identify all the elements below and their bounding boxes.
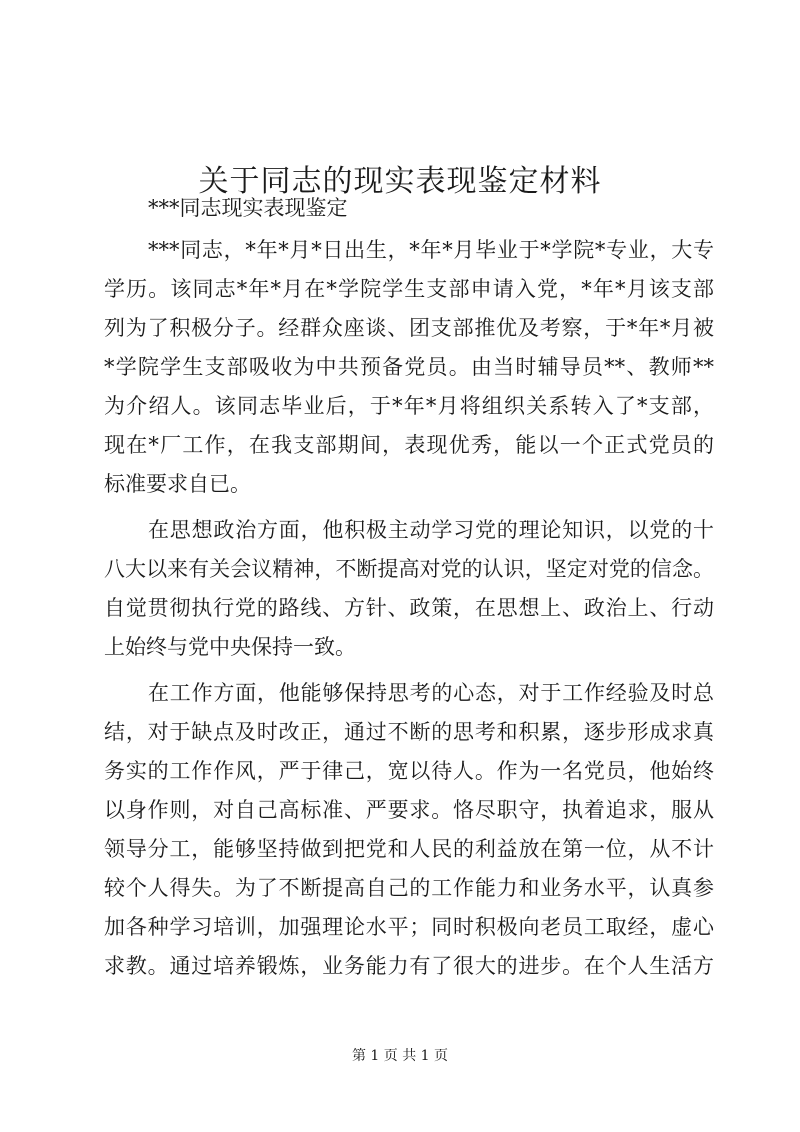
paragraph-line: 较个人得失。为了不断提高自己的工作能力和业务水平，认真参 bbox=[104, 876, 714, 900]
paragraph-line: 上始终与党中央保持一致。 bbox=[104, 635, 356, 659]
paragraph-line: 结，对于缺点及时改正，通过不断的思考和积累，逐步形成求真 bbox=[104, 720, 714, 744]
document-subtitle: ***同志现实表现鉴定 bbox=[148, 196, 348, 220]
paragraph-line: 现在*厂工作，在我支部期间，表现优秀，能以一个正式党员的 bbox=[104, 433, 714, 457]
paragraph-line: 以身作则，对自己高标准、严要求。恪尽职守，执着追求，服从 bbox=[104, 798, 714, 822]
paragraph-line: 务实的工作作风，严于律己，宽以待人。作为一名党员，他始终 bbox=[104, 759, 714, 783]
paragraph-line: 为介绍人。该同志毕业后，于*年*月将组织关系转入了*支部， bbox=[104, 394, 714, 418]
paragraph-line: 列为了积极分子。经群众座谈、团支部推优及考察，于*年*月被 bbox=[104, 316, 714, 340]
paragraph-line: 自觉贯彻执行党的路线、方针、政策，在思想上、政治上、行动 bbox=[104, 596, 714, 620]
paragraph-line: 标准要求自已。 bbox=[104, 472, 251, 496]
paragraph-line: *学院学生支部吸收为中共预备党员。由当时辅导员**、教师** bbox=[104, 355, 714, 379]
paragraph-line: 加各种学习培训，加强理论水平；同时积极向老员工取经，虚心 bbox=[104, 915, 714, 939]
paragraph-line: 在工作方面，他能够保持思考的心态，对于工作经验及时总 bbox=[148, 681, 714, 705]
paragraph-line: ***同志，*年*月*日出生，*年*月毕业于*学院*专业，大专 bbox=[148, 238, 714, 262]
paragraph-line: 八大以来有关会议精神，不断提高对党的认识，坚定对党的信念。 bbox=[104, 557, 714, 581]
paragraph-line: 领导分工，能够坚持做到把党和人民的利益放在第一位，从不计 bbox=[104, 837, 714, 861]
page-number-footer: 第 1 页 共 1 页 bbox=[351, 1048, 449, 1064]
paragraph-line: 求教。通过培养锻炼，业务能力有了很大的进步。在个人生活方 bbox=[104, 954, 714, 978]
document-title: 关于同志的现实表现鉴定材料 bbox=[198, 164, 602, 200]
paragraph-line: 在思想政治方面，他积极主动学习党的理论知识，以党的十 bbox=[148, 518, 714, 542]
paragraph-line: 学历。该同志*年*月在*学院学生支部申请入党，*年*月该支部 bbox=[104, 277, 714, 301]
